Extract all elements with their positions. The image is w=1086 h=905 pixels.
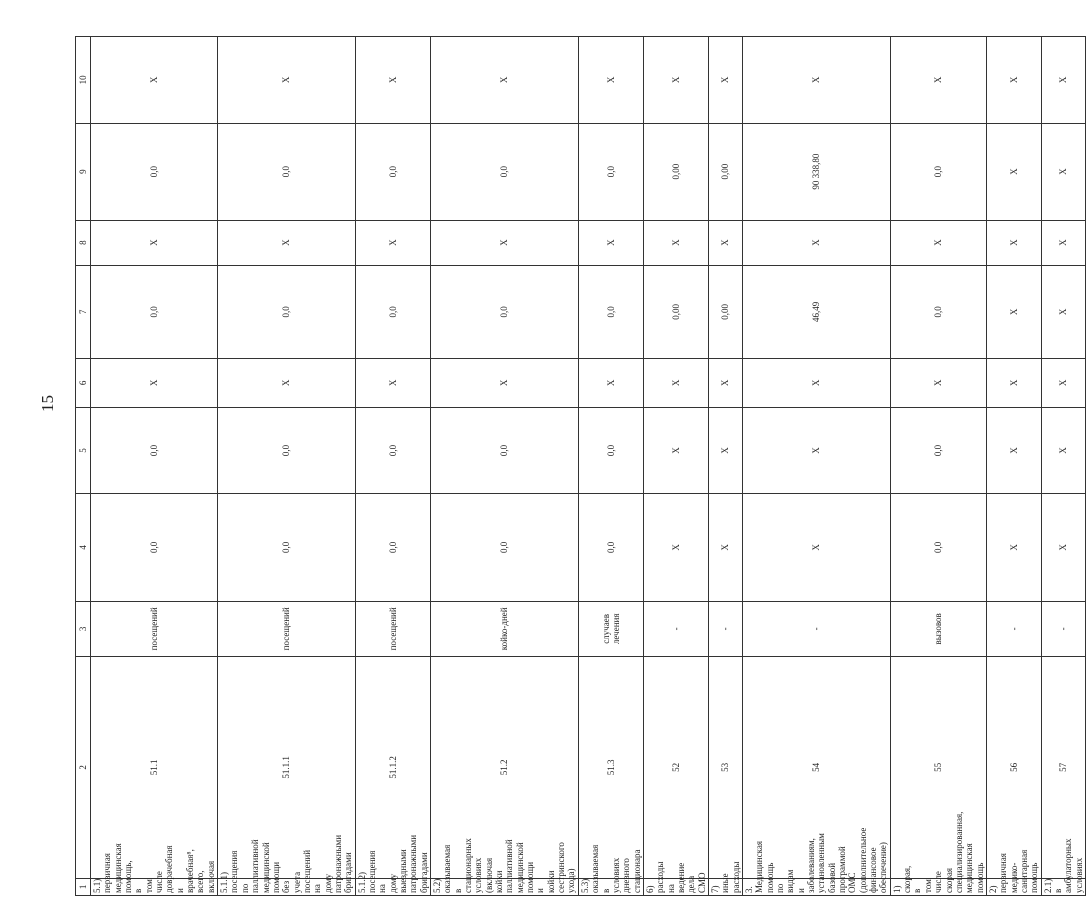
table-cell: X — [1041, 407, 1085, 494]
table-cell: X — [986, 494, 1041, 601]
table-cell: 51.1 — [91, 657, 218, 879]
table-cell: X — [986, 265, 1041, 359]
table-cell: 0,0 — [218, 407, 355, 494]
data-table — [75, 36, 1086, 896]
table-cell: 0,0 — [355, 407, 430, 494]
table-row — [431, 37, 579, 896]
table-cell: X — [708, 220, 742, 265]
table-cell: X — [1041, 220, 1085, 265]
table-cell: X — [218, 220, 355, 265]
row-label-cell: 7) иные расходы — [708, 878, 742, 895]
table-cell: 0,0 — [890, 407, 986, 494]
table-row — [742, 37, 890, 896]
table-cell: 0,0 — [578, 265, 643, 359]
table-cell: 51.1.1 — [218, 657, 355, 879]
table-cell: X — [1041, 359, 1085, 407]
table-cell: - — [1041, 601, 1085, 656]
table-cell: 90 338,80 — [742, 123, 890, 220]
table-cell: койко-дней — [431, 601, 579, 656]
table-cell: X — [708, 37, 742, 124]
table-cell: X — [643, 359, 708, 407]
table-cell: 54 — [742, 657, 890, 879]
table-cell: - — [643, 601, 708, 656]
table-cell: X — [91, 359, 218, 407]
page-number: 15 — [38, 395, 57, 412]
table-cell: 0,0 — [578, 407, 643, 494]
table-cell: X — [91, 220, 218, 265]
table-cell: 0,00 — [708, 265, 742, 359]
table-cell: 0,0 — [890, 265, 986, 359]
table-cell: 57 — [1041, 657, 1085, 879]
table-cell: X — [218, 359, 355, 407]
table-cell: 46,49 — [742, 265, 890, 359]
table-cell: 0,0 — [890, 494, 986, 601]
table-cell: посещений — [218, 601, 355, 656]
table-cell: 55 — [890, 657, 986, 879]
table-cell: 0,00 — [643, 265, 708, 359]
table-cell: 0,0 — [578, 123, 643, 220]
table-cell: X — [643, 407, 708, 494]
table-cell: X — [1041, 265, 1085, 359]
row-label-cell: 5.1.1) посещения по паллиативной медицинской помощи без учета посещений на дому патронажными бригадами — [218, 878, 355, 895]
table-cell: X — [355, 220, 430, 265]
table-cell: X — [578, 37, 643, 124]
table-cell: случаев лечения — [578, 601, 643, 656]
table-cell: X — [355, 359, 430, 407]
table-cell: X — [986, 37, 1041, 124]
table-row — [890, 37, 986, 896]
table-row — [578, 37, 643, 896]
column-header: 7 — [76, 265, 91, 359]
table-cell: X — [890, 37, 986, 124]
table-cell: X — [986, 220, 1041, 265]
column-header: 10 — [76, 37, 91, 124]
table-body — [91, 37, 1086, 896]
table-cell: X — [708, 407, 742, 494]
table-cell: 0,0 — [578, 494, 643, 601]
table-cell: 0,0 — [218, 123, 355, 220]
row-label-cell: 2.1) в амбулаторных условиях — [1041, 878, 1085, 895]
table-row — [1041, 37, 1085, 896]
row-label-cell: 5.2) оказываемая в стационарных условиях (включая койки паллиативной медицинской помощи и койки сестринского ухода) — [431, 878, 579, 895]
row-label-cell: 6) расходы на ведение дела СМО — [643, 878, 708, 895]
column-header: 4 — [76, 494, 91, 601]
table-cell: 51.1.2 — [355, 657, 430, 879]
table-row — [708, 37, 742, 896]
table-cell: X — [431, 359, 579, 407]
table-cell: X — [890, 359, 986, 407]
table-cell: - — [742, 601, 890, 656]
table-cell: X — [1041, 123, 1085, 220]
table-cell: X — [578, 220, 643, 265]
table-cell: X — [431, 37, 579, 124]
table-cell: 0,0 — [431, 123, 579, 220]
header-row — [76, 37, 91, 896]
column-header: 5 — [76, 407, 91, 494]
table-cell: 56 — [986, 657, 1041, 879]
table-cell: 0,0 — [91, 265, 218, 359]
row-label-cell: 1) скорая, в том числе скорая специализированная, медицинская помощь — [890, 878, 986, 895]
table-cell: X — [355, 37, 430, 124]
table-cell: 0,0 — [218, 265, 355, 359]
table-row — [986, 37, 1041, 896]
table-cell: X — [742, 37, 890, 124]
table-cell: 0,0 — [431, 494, 579, 601]
table-cell: X — [643, 37, 708, 124]
row-label-cell: 3. Медицинская помощь по видам и заболеваниям, установленным базовой программой ОМС (дополнительное финансовое обеспечение) — [742, 878, 890, 895]
table-row — [91, 37, 218, 896]
table-cell: X — [578, 359, 643, 407]
table-cell: X — [643, 494, 708, 601]
table-cell: 0,0 — [431, 407, 579, 494]
table-cell: X — [1041, 37, 1085, 124]
table-row — [643, 37, 708, 896]
column-header: 6 — [76, 359, 91, 407]
table-row — [218, 37, 355, 896]
table-cell: вызовов — [890, 601, 986, 656]
table-cell: 0,00 — [643, 123, 708, 220]
row-label-cell: 5.3) оказываемая в условиях дневного стационара — [578, 878, 643, 895]
table-cell: 0,00 — [708, 123, 742, 220]
table-cell: 0,0 — [355, 265, 430, 359]
table-cell: - — [986, 601, 1041, 656]
table-cell: X — [708, 359, 742, 407]
table-cell: - — [708, 601, 742, 656]
table-cell: X — [91, 37, 218, 124]
table-cell: посещений — [355, 601, 430, 656]
table-cell: X — [742, 407, 890, 494]
table-cell: X — [1041, 494, 1085, 601]
table-cell: X — [890, 220, 986, 265]
table-cell: 53 — [708, 657, 742, 879]
table-cell: 0,0 — [431, 265, 579, 359]
table-cell: X — [986, 123, 1041, 220]
column-header: 2 — [76, 657, 91, 879]
table-cell: 0,0 — [218, 494, 355, 601]
table-cell: X — [431, 220, 579, 265]
table-cell: X — [986, 407, 1041, 494]
column-header: 9 — [76, 123, 91, 220]
row-label-cell: 5.1) первичная медицинская помощь, в том числе доврачебная и врачебная⁸, всего, включая — [91, 878, 218, 895]
column-header: 1 — [76, 878, 91, 895]
table-cell: X — [742, 220, 890, 265]
table-cell: 0,0 — [890, 123, 986, 220]
column-header: 8 — [76, 220, 91, 265]
table-cell: 0,0 — [355, 494, 430, 601]
table-row — [355, 37, 430, 896]
table-cell: 0,0 — [91, 123, 218, 220]
table-cell: посещений — [91, 601, 218, 656]
table-cell: 0,0 — [91, 407, 218, 494]
table-cell: 51.2 — [431, 657, 579, 879]
table-cell: X — [218, 37, 355, 124]
table-cell: 52 — [643, 657, 708, 879]
table-cell: 51.3 — [578, 657, 643, 879]
column-header: 3 — [76, 601, 91, 656]
rotated-table-wrapper — [75, 36, 1084, 896]
table-cell: X — [986, 359, 1041, 407]
table-cell: X — [742, 494, 890, 601]
row-label-cell: 2) первичная медико-санитарная помощь — [986, 878, 1041, 895]
table-cell: X — [742, 359, 890, 407]
table-cell: 0,0 — [91, 494, 218, 601]
table-cell: 0,0 — [355, 123, 430, 220]
table-cell: X — [643, 220, 708, 265]
row-label-cell: 5.1.2) посещения на дому выездными патронажными бригадами — [355, 878, 430, 895]
table-cell: X — [708, 494, 742, 601]
